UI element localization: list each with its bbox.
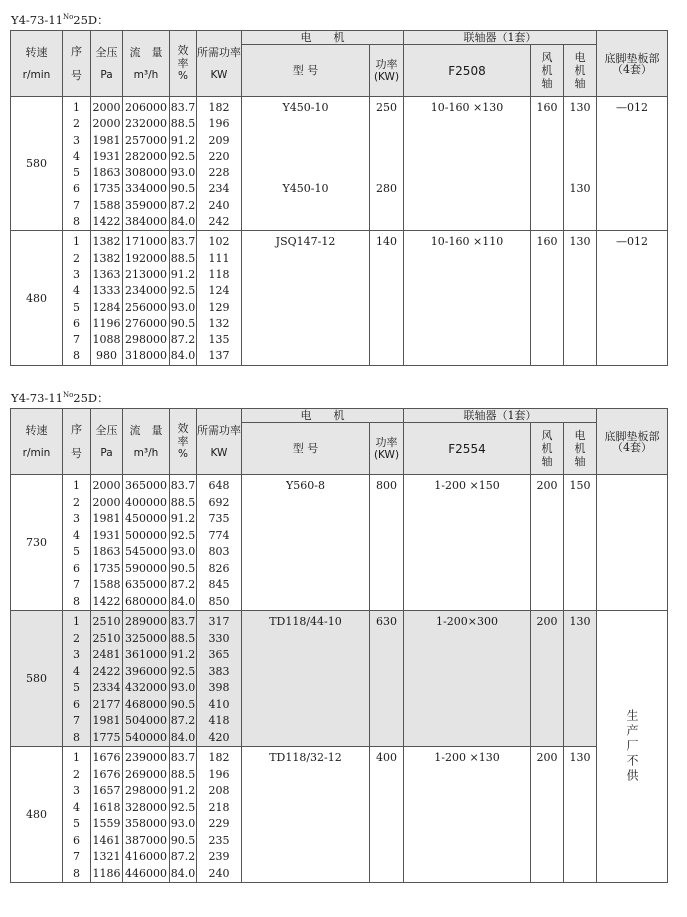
efficiency-column: 83.7 88.5 91.2 92.5 93.0 90.5 87.2 84.0 xyxy=(170,475,197,611)
base-cell xyxy=(597,475,668,611)
base-note: 生产厂不供 xyxy=(625,709,640,784)
motor-power-cell: 630 xyxy=(370,611,404,747)
motor-shaft-cell: 130 130 xyxy=(564,97,597,231)
header-seq: 序 号 xyxy=(63,409,91,475)
pressure-column: 2000 2000 1981 1931 1863 1735 1588 1422 xyxy=(91,97,123,231)
section1-model-suffix: 25D： xyxy=(73,13,109,27)
header-speed: 转速 r/min xyxy=(11,31,63,97)
header-motor-power: 功率 (KW) xyxy=(370,45,404,97)
motor-power-cell: 140 xyxy=(370,231,404,365)
header-fan-shaft: 风机轴 xyxy=(531,423,564,475)
power-column: 182 196 209 220 228 234 240 242 xyxy=(197,97,242,231)
motor-model-cell: TD118/32-12 xyxy=(242,747,370,883)
header-base: 底脚垫板部（4套） xyxy=(597,409,668,475)
section2-model-prefix: Y4-73-11 xyxy=(11,391,63,405)
coupling-cell: 1-200×300 xyxy=(404,611,531,747)
section2-model-suffix: 25D： xyxy=(73,391,109,405)
pressure-column: 1382 1382 1363 1333 1284 1196 1088 980 xyxy=(91,231,123,365)
header-seq: 序 号 xyxy=(63,31,91,97)
pressure-column: 2000 2000 1981 1931 1863 1735 1588 1422 xyxy=(91,475,123,611)
speed-580: 580 xyxy=(11,97,63,231)
header-flow: 流 量 m³/h xyxy=(123,409,170,475)
header-speed: 转速 r/min xyxy=(11,409,63,475)
seq-column: 1 2 3 4 5 6 7 8 xyxy=(63,231,91,365)
flow-column: 239000 269000 298000 328000 358000 387000 416000 446000 xyxy=(123,747,170,883)
motor-power-cell: 250 280 xyxy=(370,97,404,231)
seq-column: 1 2 3 4 5 6 7 8 xyxy=(63,611,91,747)
section1-model-sup: No xyxy=(62,13,74,21)
motor-power-cell: 400 xyxy=(370,747,404,883)
header-motor-shaft: 电机轴 xyxy=(564,45,597,97)
motor-model-cell: Y450-10 Y450-10 xyxy=(242,97,370,231)
motor-model-cell: JSQ147-12 xyxy=(242,231,370,365)
section1-caption xyxy=(11,12,109,28)
power-column: 102 111 118 124 129 132 135 137 xyxy=(197,231,242,365)
header-power: 所需功率 KW xyxy=(197,409,242,475)
fan-shaft-cell: 200 xyxy=(531,611,564,747)
efficiency-column: 83.7 88.5 91.2 92.5 93.0 90.5 87.2 84.0 xyxy=(170,611,197,747)
fan-shaft-cell: 200 xyxy=(531,747,564,883)
header-coupling-model: F2554 xyxy=(404,423,531,475)
header-pressure: 全压 Pa xyxy=(91,31,123,97)
section2-table xyxy=(10,408,668,883)
motor-model-cell: TD118/44-10 xyxy=(242,611,370,747)
header-motor-power: 功率 (KW) xyxy=(370,423,404,475)
header-motor-model: 型 号 xyxy=(242,45,370,97)
header-pressure: 全压 Pa xyxy=(91,409,123,475)
seq-column: 1 2 3 4 5 6 7 8 xyxy=(63,97,91,231)
power-column: 182 196 208 218 229 235 239 240 xyxy=(197,747,242,883)
base-cell: —012 xyxy=(597,231,668,365)
base-note-cell xyxy=(597,611,668,883)
power-column: 648 692 735 774 803 826 845 850 xyxy=(197,475,242,611)
motor-shaft-cell: 130 xyxy=(564,747,597,883)
flow-column: 365000 400000 450000 500000 545000 590000 635000 680000 xyxy=(123,475,170,611)
motor-power-cell: 800 xyxy=(370,475,404,611)
header-flow: 流 量 m³/h xyxy=(123,31,170,97)
header-motor-shaft: 电机轴 xyxy=(564,423,597,475)
coupling-cell: 10-160 ×130 xyxy=(404,97,531,231)
seq-column: 1 2 3 4 5 6 7 8 xyxy=(63,475,91,611)
motor-shaft-cell: 150 xyxy=(564,475,597,611)
header-fan-shaft: 风机轴 xyxy=(531,45,564,97)
base-cell: —012 xyxy=(597,97,668,231)
motor-shaft-cell: 130 xyxy=(564,611,597,747)
section1-model-prefix: Y4-73-11 xyxy=(11,13,63,27)
motor-model-cell: Y560-8 xyxy=(242,475,370,611)
coupling-cell: 1-200 ×130 xyxy=(404,747,531,883)
section2-caption xyxy=(11,390,109,406)
power-column: 317 330 365 383 398 410 418 420 xyxy=(197,611,242,747)
pressure-column: 1676 1676 1657 1618 1559 1461 1321 1186 xyxy=(91,747,123,883)
header-motor-model: 型 号 xyxy=(242,423,370,475)
speed-730: 730 xyxy=(11,475,63,611)
seq-column: 1 2 3 4 5 6 7 8 xyxy=(63,747,91,883)
coupling-cell: 10-160 ×110 xyxy=(404,231,531,365)
header-efficiency: 效 率 % xyxy=(170,31,197,97)
speed-480: 480 xyxy=(11,747,63,883)
fan-shaft-cell: 200 xyxy=(531,475,564,611)
header-base: 底脚垫板部（4套） xyxy=(597,31,668,97)
header-power: 所需功率 KW xyxy=(197,31,242,97)
section2-model-sup: No xyxy=(62,391,74,399)
speed-480: 480 xyxy=(11,231,63,365)
pressure-column: 2510 2510 2481 2422 2334 2177 1981 1775 xyxy=(91,611,123,747)
section1-table xyxy=(10,30,668,366)
efficiency-column: 83.7 88.5 91.2 92.5 93.0 90.5 87.2 84.0 xyxy=(170,97,197,231)
header-coupling: 联轴器（1套） xyxy=(404,31,597,45)
fan-shaft-cell: 160 xyxy=(531,231,564,365)
header-motor: 电 机 xyxy=(242,31,404,45)
efficiency-column: 83.7 88.5 91.2 92.5 93.0 90.5 87.2 84.0 xyxy=(170,747,197,883)
coupling-cell: 1-200 ×150 xyxy=(404,475,531,611)
header-efficiency: 效 率 % xyxy=(170,409,197,475)
header-coupling: 联轴器（1套） xyxy=(404,409,597,423)
speed-580: 580 xyxy=(11,611,63,747)
flow-column: 289000 325000 361000 396000 432000 468000 504000 540000 xyxy=(123,611,170,747)
efficiency-column: 83.7 88.5 91.2 92.5 93.0 90.5 87.2 84.0 xyxy=(170,231,197,365)
fan-shaft-cell: 160 xyxy=(531,97,564,231)
motor-shaft-cell: 130 xyxy=(564,231,597,365)
flow-column: 206000 232000 257000 282000 308000 334000 359000 384000 xyxy=(123,97,170,231)
header-coupling-model: F2508 xyxy=(404,45,531,97)
header-motor: 电 机 xyxy=(242,409,404,423)
flow-column: 171000 192000 213000 234000 256000 276000 298000 318000 xyxy=(123,231,170,365)
